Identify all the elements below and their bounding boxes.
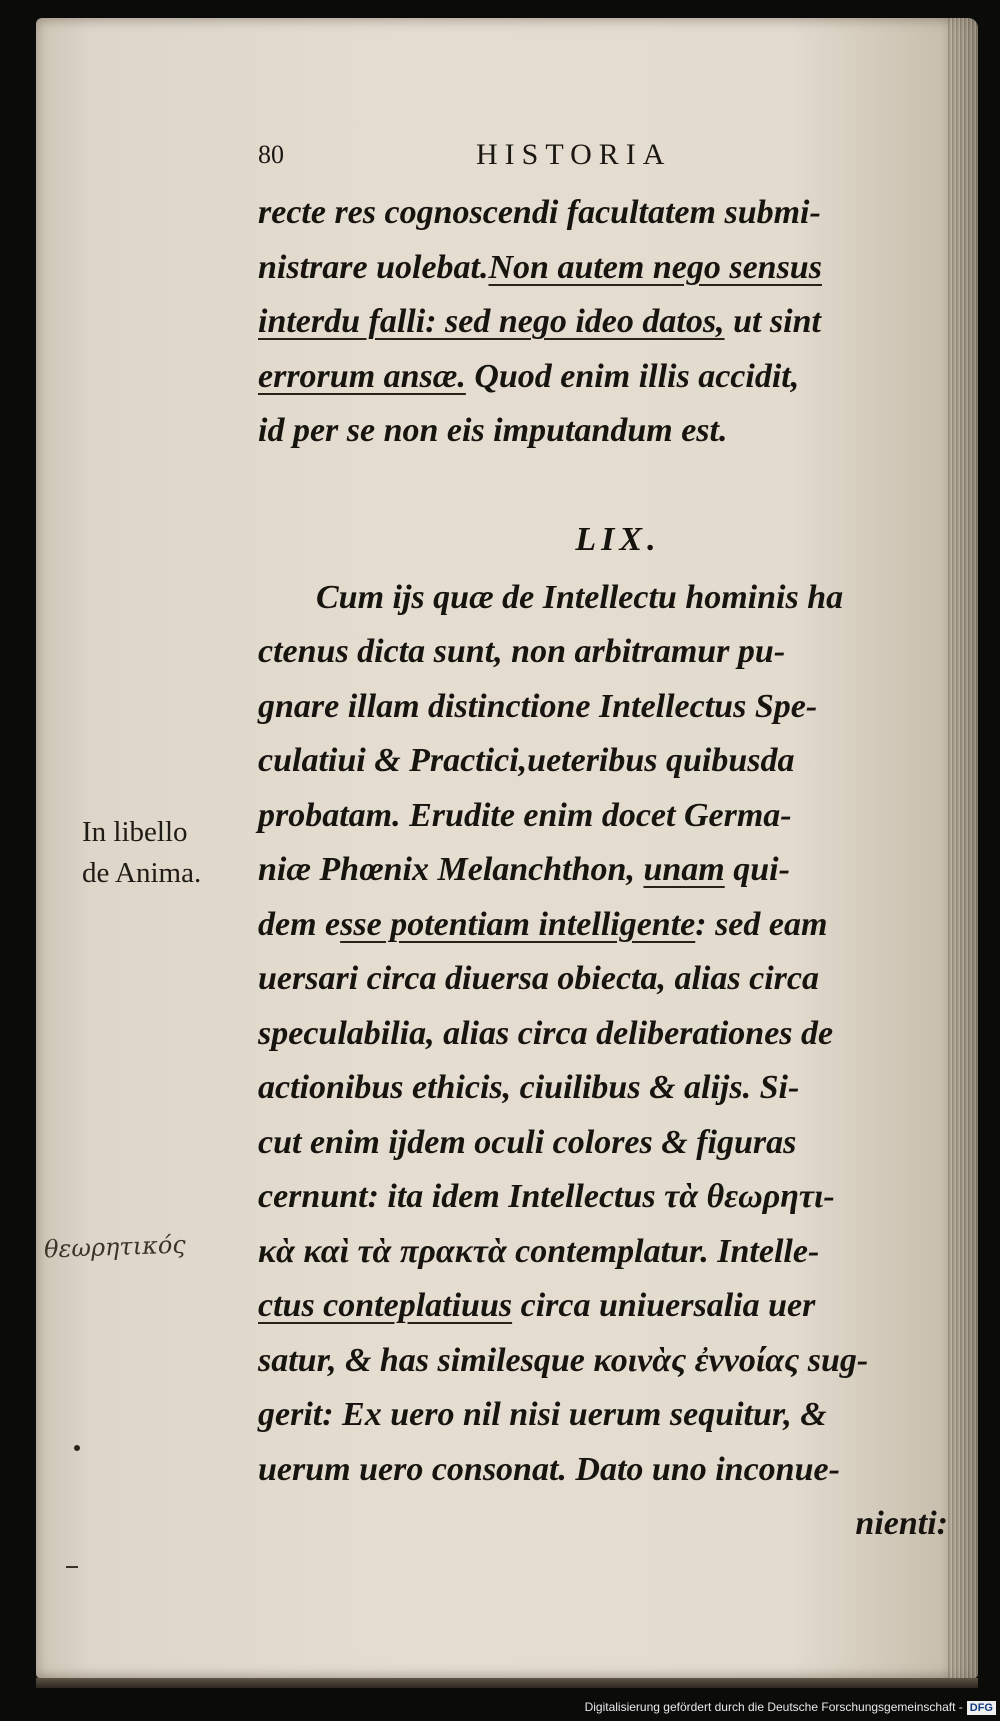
text-line: errorum ansæ. Quod enim illis accidit, (258, 357, 800, 395)
underlined-passage: ctus conteplatiuus (258, 1287, 513, 1324)
text-line: Cum ijs quæ de Intellectu hominis ha (316, 578, 844, 616)
marginal-note-line: In libello (82, 816, 188, 848)
underlined-passage: interdu falli: sed nego ideo datos, (258, 303, 725, 340)
marginal-note (82, 812, 262, 894)
digitization-footer (540, 1700, 996, 1718)
text-line: probatam. Erudite enim docet Germa- (258, 796, 792, 834)
text-line: κὰ καὶ τὰ πρακτὰ contemplatur. Intelle- (258, 1232, 820, 1270)
section-number: LIX. (575, 520, 661, 558)
section-gap (258, 459, 958, 509)
marginal-note-line: de Anima. (82, 857, 202, 889)
text-line: cernunt: ita idem Intellectus τὰ θεωρητι- (258, 1178, 835, 1215)
underlined-passage: unam (643, 851, 725, 888)
underlined-passage: errorum ansæ. (258, 357, 466, 395)
footer-text: Digitalisierung gefördert durch die Deutsche Forschungsgemeinschaft - (584, 1700, 963, 1714)
text-line: cut enim ijdem oculi colores & figuras (258, 1123, 797, 1161)
text-line: actionibus ethicis, ciuilibus & alijs. Si- (258, 1069, 800, 1106)
text-line: id per se non eis imputandum est. (258, 412, 728, 449)
text-line: niæ Phœnix Melanchthon, unam qui- (258, 851, 790, 888)
text-line: speculabilia, alias circa deliberationes de (258, 1014, 834, 1052)
text-line: ctus conteplatiuus circa uniuersalia uer (258, 1287, 816, 1324)
catchword: nienti: (855, 1505, 948, 1542)
text-line: gnare illam distinctione Intellectus Spe- (258, 687, 818, 725)
main-text (258, 186, 958, 1552)
handwritten-annotation: θεωρητικός (43, 1230, 187, 1264)
page-number: 80 (258, 140, 284, 169)
text-line: uerum uero consonat. Dato uno inconue- (258, 1450, 840, 1488)
running-head (258, 140, 758, 180)
running-title: HISTORIA (476, 138, 672, 171)
text-line: interdu falli: sed nego ideo datos, ut sint (258, 303, 821, 340)
text-line: gerit: Ex uero nil nisi uerum sequitur, & (258, 1396, 827, 1433)
page-bottom-edge (36, 1678, 978, 1688)
ink-mark (74, 1445, 80, 1451)
underlined-passage: sse potentiam intelligente (340, 905, 696, 943)
text-line: ctenus dicta sunt, non arbitramur pu- (258, 633, 786, 670)
text-line: recte res cognoscendi facultatem submi- (258, 194, 821, 231)
dfg-logo-icon: DFG (967, 1701, 996, 1715)
text-line: uersari circa diuersa obiecta, alias circa (258, 960, 819, 997)
text-line: culatiui & Practici,ueteribus quibusda (258, 742, 795, 779)
text-line: nistrare uolebat.Non autem nego sensus (258, 248, 822, 286)
text-line: satur, & has similesque κοινὰς ἐννοίας sug- (258, 1341, 869, 1379)
ink-mark (66, 1566, 78, 1568)
underlined-passage: Non autem nego sensus (488, 248, 822, 286)
text-line: dem esse potentiam intelligente: sed eam (258, 905, 828, 943)
